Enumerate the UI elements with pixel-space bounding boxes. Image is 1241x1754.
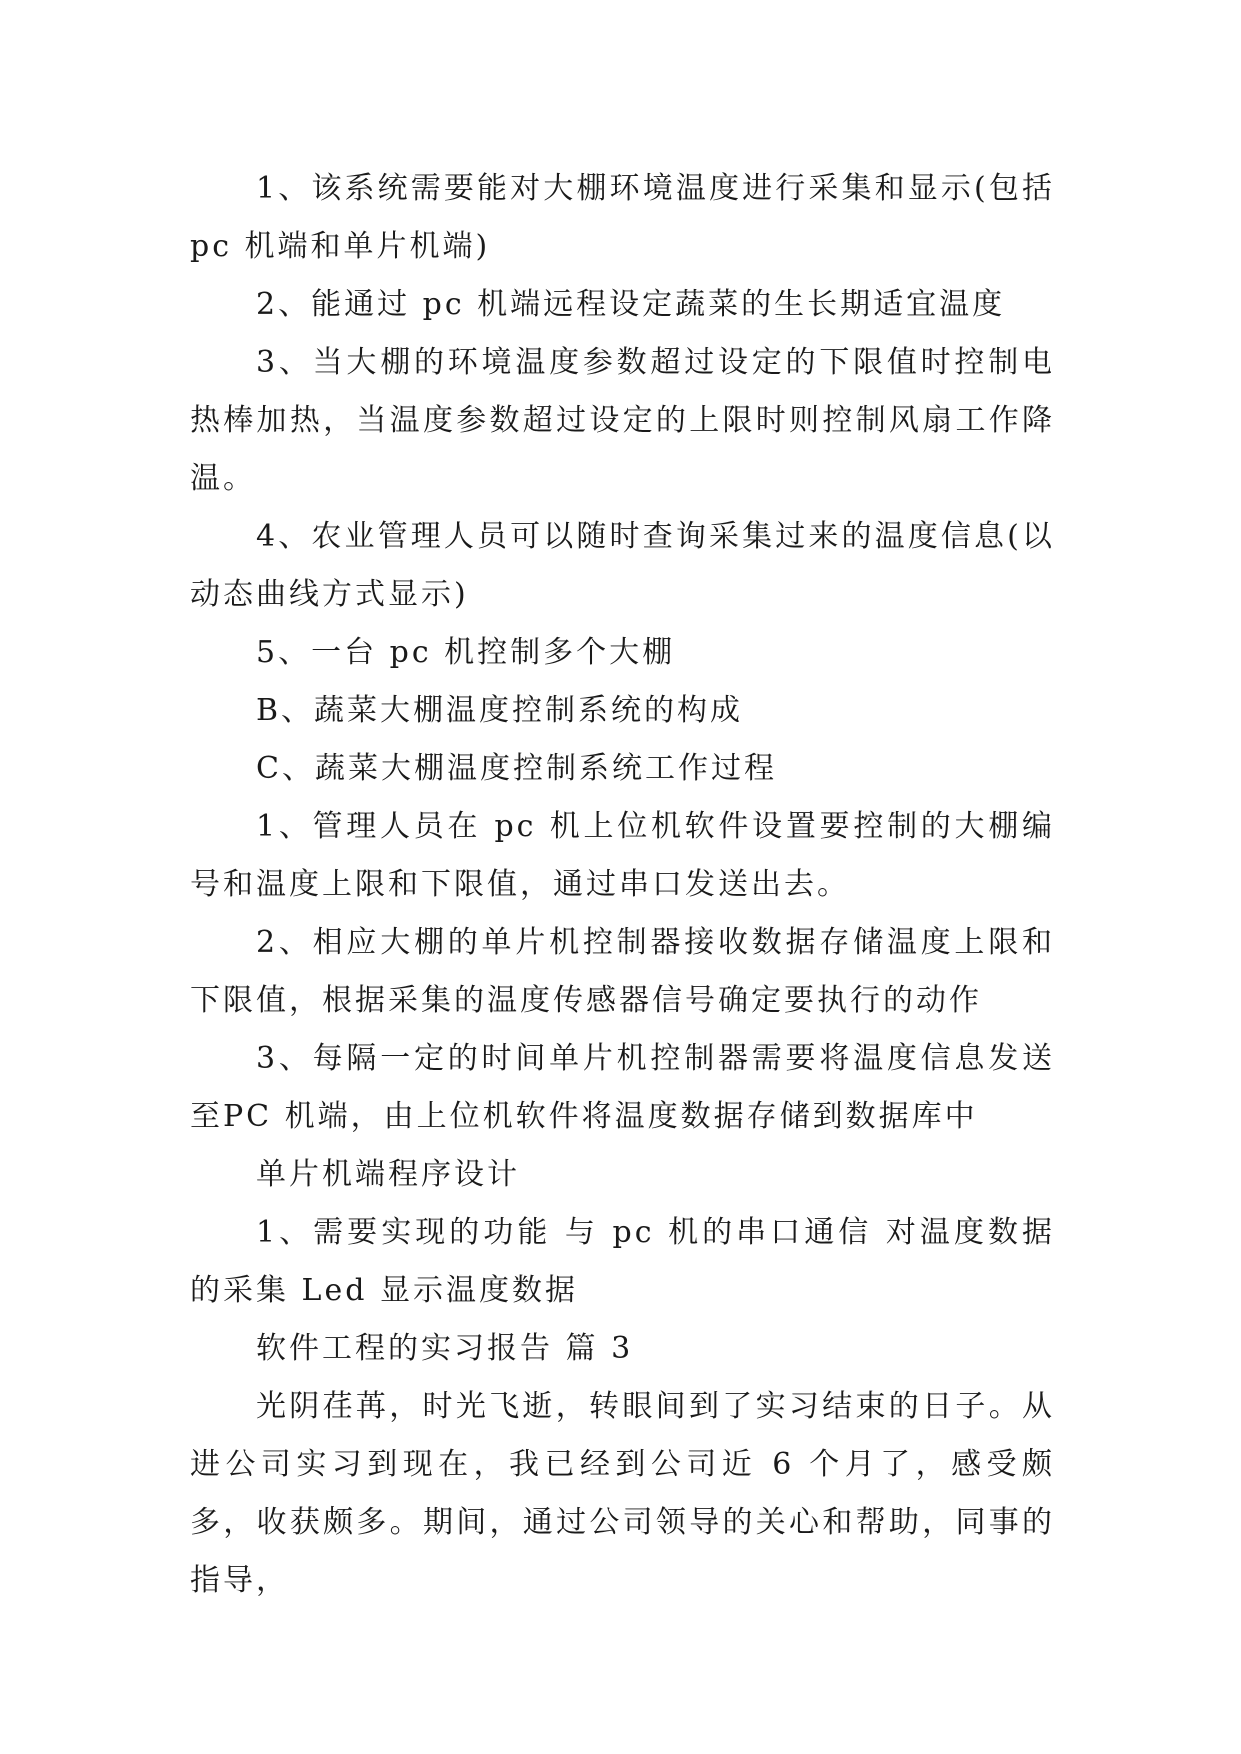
section-heading: 单片机端程序设计 (256, 1157, 520, 1192)
paragraph: 光阴荏苒，时光飞逝，转眼间到了实习结束的日子。从进公司实习到现在，我已经到公司近 6 个月了，感受颇多，收获颇多。期间，通过公司领导的关心和帮助，同事的指导， (190, 1389, 1055, 1598)
paragraph: 1、该系统需要能对大棚环境温度进行采集和显示(包括pc 机端和单片机端) (190, 171, 1055, 264)
section-heading: 软件工程的实习报告 篇 3 (256, 1331, 634, 1366)
paragraph: 4、农业管理人员可以随时查询采集过来的温度信息(以动态曲线方式显示) (190, 519, 1055, 612)
section-heading: B、蔬菜大棚温度控制系统的构成 (256, 693, 744, 728)
paragraph: 5、一台 pc 机控制多个大棚 (256, 635, 676, 670)
document-body (190, 160, 1055, 1610)
paragraph: 1、管理人员在 pc 机上位机软件设置要控制的大棚编号和温度上限和下限值，通过串口发送出去。 (190, 809, 1055, 902)
paragraph: 1、需要实现的功能 与 pc 机的串口通信 对温度数据的采集 Led 显示温度数据 (190, 1215, 1055, 1308)
section-heading: C、蔬菜大棚温度控制系统工作过程 (256, 751, 777, 786)
paragraph: 2、能通过 pc 机端远程设定蔬菜的生长期适宜温度 (256, 287, 1006, 322)
paragraph: 2、相应大棚的单片机控制器接收数据存储温度上限和下限值，根据采集的温度传感器信号确定要执行的动作 (190, 925, 1055, 1018)
paragraph: 3、当大棚的环境温度参数超过设定的下限值时控制电热棒加热，当温度参数超过设定的上限时则控制风扇工作降温。 (190, 345, 1055, 496)
paragraph: 3、每隔一定的时间单片机控制器需要将温度信息发送至PC 机端，由上位机软件将温度数据存储到数据库中 (190, 1041, 1055, 1134)
